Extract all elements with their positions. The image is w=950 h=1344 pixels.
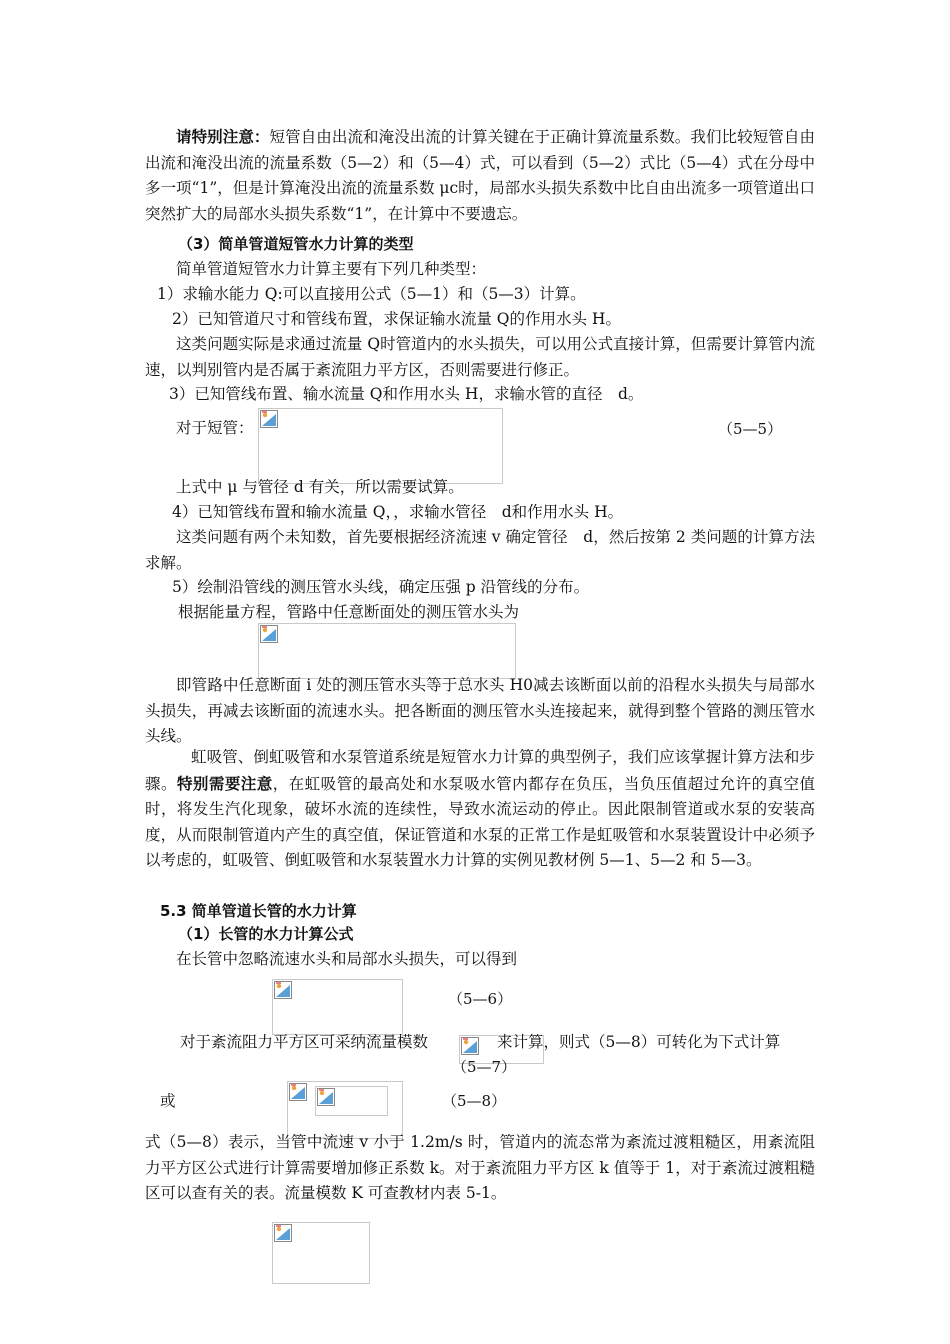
note-paragraph: [145, 124, 815, 227]
item-4-desc: 这类问题有两个未知数，首先要根据经济流速 v 确定管径 d，然后按第 2 类问题的计算方法求解。: [145, 528, 815, 572]
piezometric-desc: 即管路中任意断面 i 处的测压管水头等于总水头 H0减去该断面以前的沿程水头损失与局部水头损失，再减去该断面的流速水头。把各断面的测压管水头连接起来，就得到整个管路的测压管水头线。: [145, 676, 815, 745]
heading-3: （3）简单管道短管水力计算的类型: [178, 235, 414, 253]
long-pipe-line: 在长管中忽略流速水头和局部水头损失，可以得到: [176, 950, 518, 968]
intro-line: 简单管道短管水力计算主要有下列几种类型：: [176, 260, 487, 278]
siphon-text-b: ，在虹吸管的最高处和水泵吸水管内都存在负压，当负压值超过允许的真空值时，将发生汽化现象，破坏水流的连续性，导致水流运动的停止。因此限制管道或水泵的安装高度，从而限制管道内产生的真空值，保证管道和水泵的正常工作是虹吸管和水泵装置设计中必须予以考虑的，虹吸管、倒虹吸管和水泵装置水力计算的实例见教材例 5—1、5—2 和 5—3。: [145, 774, 815, 869]
siphon-text-a: 虹吸管、倒虹吸管和水泵管道系统是短管水力计算的典型例子，我们应该掌握计算方法和步骤。: [145, 748, 815, 793]
heading-5-3: 5.3 简单管道长管的水力计算: [160, 902, 357, 920]
item-3: 3）已知管线布置、输水流量 Q和作用水头 H，求输水管的直径 d。: [169, 385, 644, 403]
eq-number-5-6: （5—6）: [448, 990, 513, 1008]
note-text: 短管自由出流和淹没出流的计算关键在于正确计算流量系数。我们比较短管自由出流和淹没出流的流量系数（5—2）和（5—4）式，可以看到（5—2）式比（5—4）式在分母中多一项“1”，但是计算淹没出流的流量系数 μc时，局部水头损失系数中比自由出流多一项管道出口突然扩大的局部水头损失系数“1”，在计算中不要遗忘。: [145, 128, 815, 223]
modulus-text-a: 对于紊流阻力平方区可采纳流量模数: [180, 1033, 429, 1051]
broken-image-icon: [260, 625, 278, 643]
or-label: 或: [160, 1092, 176, 1110]
modulus-text-b: 来计算，则式（5—8）可转化为下式计算: [497, 1033, 781, 1051]
note-lead: 请特别注意：: [176, 127, 270, 146]
short-pipe-label: 对于短管：: [176, 419, 254, 437]
energy-line: 根据能量方程，管路中任意断面处的测压管水头为: [178, 603, 520, 621]
item-2: 2）已知管道尺寸和管线布置，求保证输水流量 Q的作用水头 H。: [172, 310, 621, 328]
mu-note: 上式中 μ 与管径 d 有关，所以需要试算。: [176, 478, 464, 496]
final-paragraph: 式（5—8）表示，当管中流速 v 小于 1.2m/s 时，管道内的流态常为紊流过渡粗糙区，用紊流阻力平方区公式进行计算需要增加修正系数 k。对于紊流阻力平方区 k 值等于 1，对于紊流过渡粗糙区可以查有关的表。流量模数 K 可查教材内表 5-1。: [145, 1133, 815, 1202]
formula-image-5-5: [258, 408, 503, 484]
item-2-desc: 这类问题实际是求通过流量 Q时管道内的水头损失，可以用公式直接计算，但需要计算管内流速，以判别管内是否属于紊流阻力平方区，否则需要进行修正。: [145, 335, 815, 379]
siphon-lead: 特别需要注意: [176, 773, 273, 793]
eq-number-5-7: （5—7）: [452, 1058, 517, 1076]
item-1: 1）求输水能力 Q:可以直接用公式（5—1）和（5—3）计算。: [157, 285, 586, 303]
broken-image-icon: [289, 1083, 307, 1101]
broken-image-icon: [317, 1088, 335, 1106]
broken-image-icon: [260, 410, 278, 428]
broken-image-icon: [274, 981, 292, 999]
broken-image-icon: [274, 1224, 292, 1242]
item-4: 4）已知管线布置和输水流量 Q，，求输水管径 d和作用水头 H。: [172, 503, 624, 521]
formula-image-piezometric: [258, 623, 516, 679]
table-image-5-1: [272, 1222, 370, 1284]
broken-image-icon: [461, 1037, 479, 1055]
siphon-paragraph: [145, 745, 815, 874]
heading-1: （1）长管的水力计算公式: [178, 925, 354, 943]
formula-image-5-8-inline: [315, 1086, 388, 1116]
eq-number-5-5: （5—5）: [718, 420, 783, 438]
formula-image-5-6: [272, 979, 403, 1035]
eq-number-5-8: （5—8）: [442, 1092, 507, 1110]
item-5: 5）绘制沿管线的测压管水头线，确定压强 p 沿管线的分布。: [172, 578, 590, 596]
